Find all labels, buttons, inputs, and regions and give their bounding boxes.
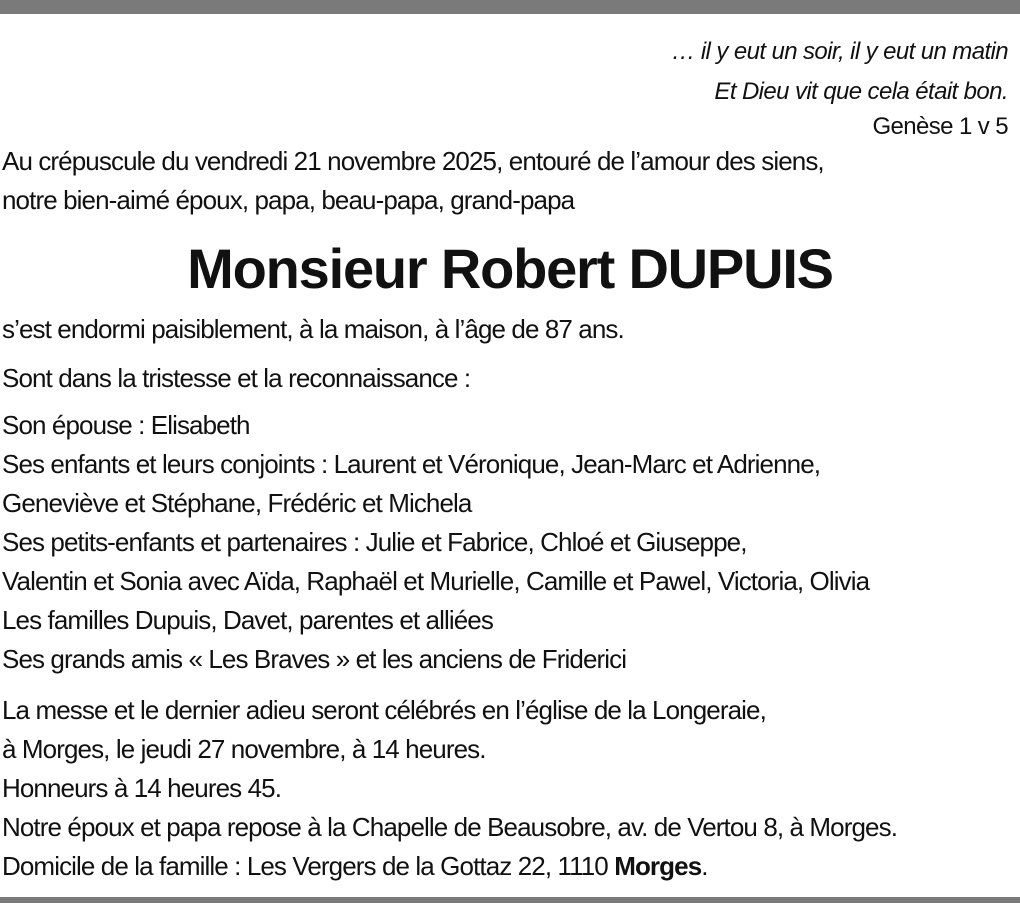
passing-statement: s’est endormi paisiblement, à la maison, à l’âge de 87 ans. bbox=[2, 314, 624, 344]
address-prefix: Domicile de la famille : Les Vergers de la Gottaz 22, 1110 bbox=[2, 851, 615, 881]
mourners-list bbox=[0, 406, 1020, 679]
deceased-name: Monsieur Robert DUPUIS bbox=[187, 237, 833, 300]
mourner-line: Son épouse : Elisabeth bbox=[2, 410, 250, 440]
intro-line-2: notre bien-aimé époux, papa, beau-papa, grand-papa bbox=[2, 185, 575, 215]
address-suffix: . bbox=[701, 851, 708, 881]
mourner-line: Les familles Dupuis, Davet, parentes et alliées bbox=[2, 605, 493, 635]
intro bbox=[0, 142, 1020, 220]
service-line: Notre époux et papa repose à la Chapelle de Beausobre, av. de Vertou 8, à Morges. bbox=[2, 812, 898, 842]
mourner-line: Ses enfants et leurs conjoints : Laurent et Véronique, Jean-Marc et Adrienne, bbox=[2, 449, 821, 479]
epigraph-line-2: Et Dieu vit que cela était bon. bbox=[714, 78, 1008, 105]
epigraph-reference: Genèse 1 v 5 bbox=[872, 113, 1008, 140]
service-line: Honneurs à 14 heures 45. bbox=[2, 773, 282, 803]
top-border bbox=[0, 0, 1020, 14]
epigraph bbox=[0, 14, 1020, 142]
mourners-heading: Sont dans la tristesse et la reconnaissance : bbox=[2, 363, 471, 393]
bottom-border bbox=[0, 897, 1020, 903]
service-details bbox=[0, 691, 1020, 847]
mourner-line: Ses grands amis « Les Braves » et les anciens de Friderici bbox=[2, 644, 627, 674]
intro-line-1: Au crépuscule du vendredi 21 novembre 2025, entouré de l’amour des siens, bbox=[2, 146, 824, 176]
epigraph-line-1: … il y eut un soir, il y eut un matin bbox=[671, 38, 1008, 65]
service-line: La messe et le dernier adieu seront célébrés en l’église de la Longeraie, bbox=[2, 695, 766, 725]
service-line: à Morges, le jeudi 27 novembre, à 14 heures. bbox=[2, 734, 486, 764]
address-city: Morges bbox=[614, 851, 702, 881]
obituary-notice bbox=[0, 14, 1020, 886]
mourner-line: Ses petits-enfants et partenaires : Julie et Fabrice, Chloé et Giuseppe, bbox=[2, 527, 747, 557]
mourner-line: Valentin et Sonia avec Aïda, Raphaël et Murielle, Camille et Pawel, Victoria, Olivia bbox=[2, 566, 870, 596]
mourner-line: Geneviève et Stéphane, Frédéric et Michela bbox=[2, 488, 472, 518]
family-address bbox=[0, 847, 1020, 886]
